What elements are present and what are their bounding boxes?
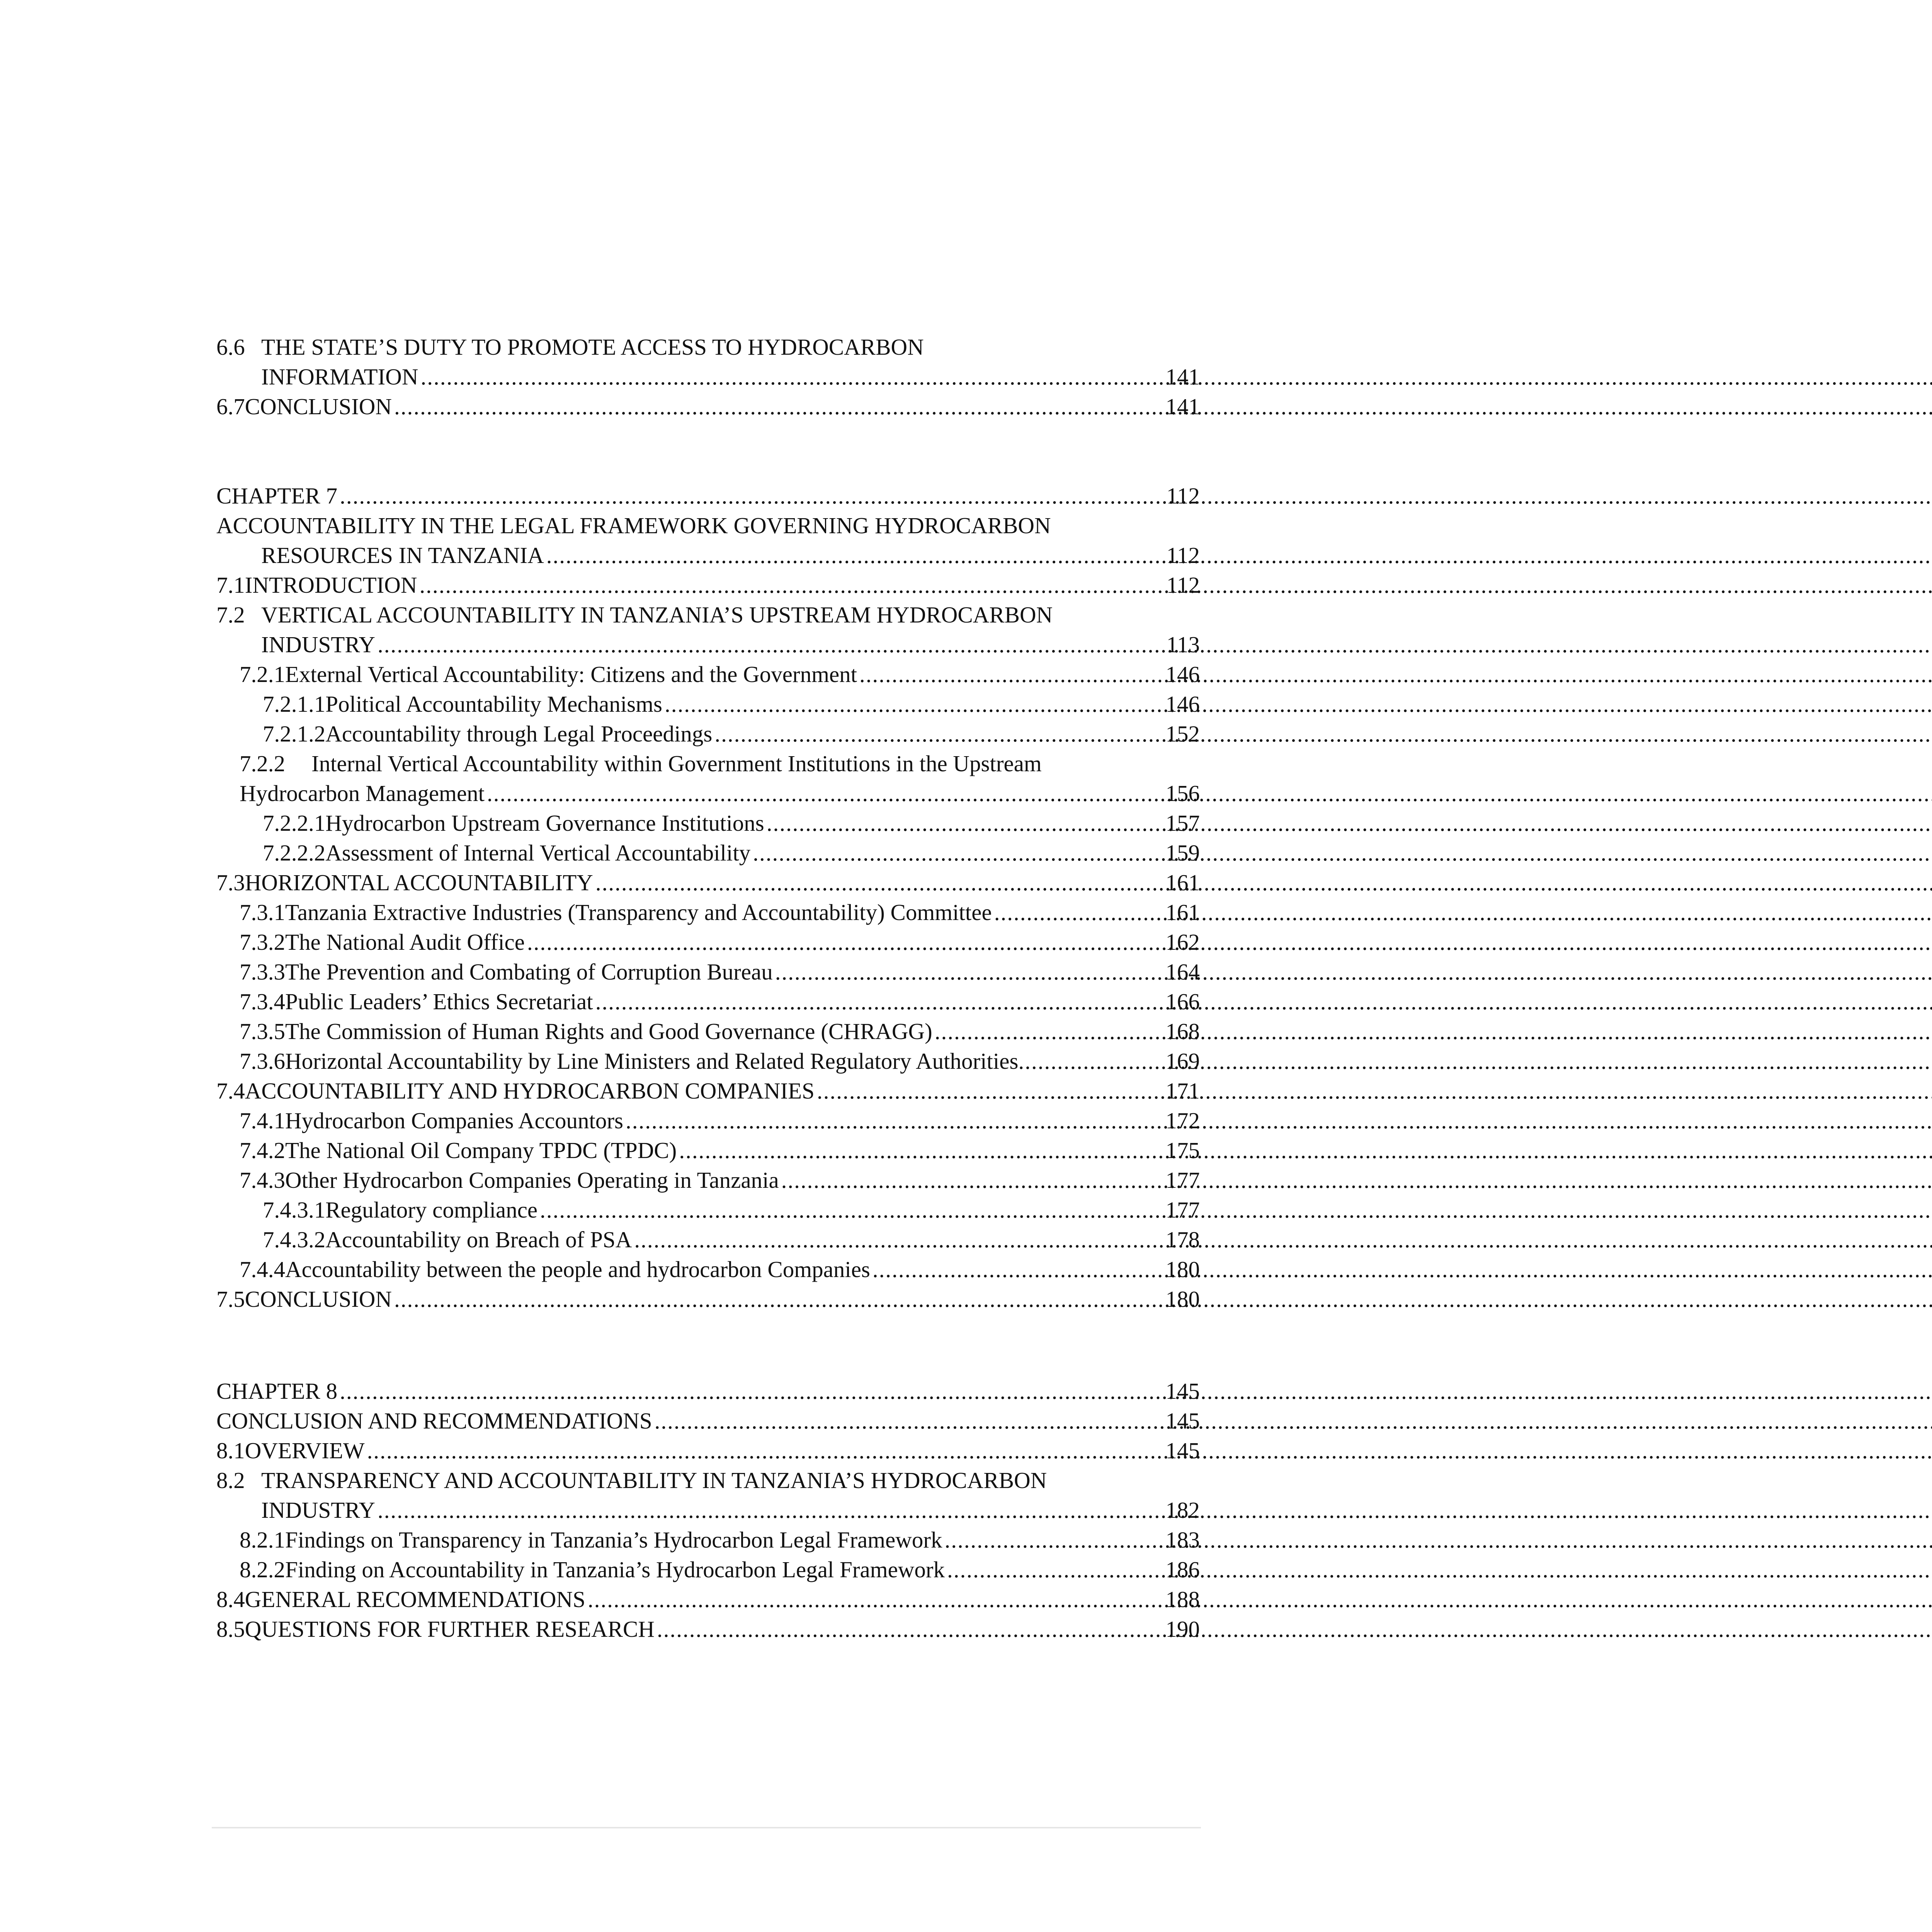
- dot-leader: [714, 719, 1159, 749]
- entry-title: Accountability through Legal Proceedings: [325, 721, 713, 747]
- entry-number: 7.2.2.1: [263, 810, 326, 836]
- toc-entry-8-2-1[interactable]: [216, 1525, 1200, 1555]
- entry-page: 169: [1165, 1048, 1200, 1074]
- toc-entry-7-4-3-2[interactable]: [216, 1225, 1200, 1255]
- dot-leader: [588, 1585, 1159, 1614]
- dot-leader: [419, 570, 1159, 600]
- dot-leader: [679, 1136, 1159, 1165]
- dot-leader: [767, 808, 1159, 838]
- dot-leader: [655, 1406, 1159, 1436]
- entry-title: Findings on Transparency in Tanzania’s Hydrocarbon Legal Framework: [285, 1527, 942, 1553]
- entry-number: 6.6: [216, 334, 245, 360]
- dot-leader: [546, 541, 1159, 570]
- entry-page: 178: [1165, 1227, 1200, 1252]
- dot-leader: [394, 1284, 1159, 1314]
- entry-title: ACCOUNTABILITY AND HYDROCARBON COMPANIES: [245, 1078, 815, 1104]
- entry-title: HORIZONTAL ACCOUNTABILITY: [245, 870, 593, 895]
- dot-leader: [340, 481, 1159, 511]
- entry-page: 156: [1165, 781, 1200, 806]
- entry-number: 7.3.5: [240, 1019, 285, 1044]
- entry-number: 7.2.1.2: [263, 721, 326, 747]
- dot-leader: [947, 1555, 1159, 1585]
- dot-leader: [994, 898, 1159, 927]
- entry-page: 171: [1165, 1078, 1200, 1104]
- dot-leader: [1018, 1046, 1165, 1076]
- toc-entry-8-2[interactable]: [216, 1466, 1200, 1525]
- entry-page: 141: [1165, 394, 1200, 419]
- toc-entry-7-3[interactable]: [216, 868, 1200, 898]
- toc-chapter7: [216, 481, 1200, 1314]
- entry-title: Accountability on Breach of PSA: [325, 1227, 632, 1252]
- dot-leader: [817, 1076, 1159, 1106]
- dot-leader: [775, 957, 1159, 987]
- dot-leader: [872, 1255, 1159, 1284]
- entry-title: External Vertical Accountability: Citizens and the Government: [285, 662, 857, 687]
- entry-number: 7.3.4: [240, 989, 285, 1014]
- entry-page: 113: [1166, 632, 1200, 657]
- entry-title: Other Hydrocarbon Companies Operating in Tanzania: [285, 1167, 779, 1193]
- entry-number: 7.3: [216, 870, 245, 895]
- toc-chapter6-tail: [216, 332, 1200, 422]
- entry-number: 7.4: [216, 1078, 245, 1104]
- toc-entry-7-2-1[interactable]: [216, 660, 1200, 689]
- entry-title-line2: INFORMATION: [261, 364, 418, 389]
- entry-number: 7.2.1: [240, 662, 285, 687]
- footer-divider: [212, 1827, 1201, 1828]
- toc-entry-7-2-2-2[interactable]: [216, 838, 1200, 868]
- entry-number: 7.3.2: [240, 929, 285, 955]
- chapter-heading: CONCLUSION AND RECOMMENDATIONS: [216, 1408, 652, 1434]
- entry-number: 7.3.3: [240, 959, 285, 985]
- entry-title-line2: Hydrocarbon Management: [240, 781, 485, 806]
- entry-page: 152: [1165, 721, 1200, 747]
- entry-title: The National Oil Company TPDC (TPDC): [285, 1138, 677, 1163]
- entry-page: 146: [1165, 662, 1200, 687]
- entry-title: Horizontal Accountability by Line Ministers and Related Regulatory Authorities: [285, 1048, 1019, 1074]
- entry-number: 8.1: [216, 1438, 245, 1463]
- toc-entry-7-3-2[interactable]: [216, 927, 1200, 957]
- entry-title: Tanzania Extractive Industries (Transparency and Accountability) Committee: [285, 900, 992, 925]
- toc-entry-8-4[interactable]: [216, 1585, 1200, 1614]
- entry-page: 177: [1165, 1197, 1200, 1223]
- dot-leader: [935, 1017, 1159, 1046]
- entry-page: 180: [1165, 1257, 1200, 1282]
- dot-leader: [626, 1106, 1159, 1136]
- entry-page: 161: [1165, 870, 1200, 895]
- toc-chapter7-label[interactable]: [216, 481, 1200, 511]
- toc-entry-7-2-2-1[interactable]: [216, 808, 1200, 838]
- toc-entry-8-5[interactable]: [216, 1614, 1200, 1644]
- toc-entry-7-4[interactable]: [216, 1076, 1200, 1106]
- toc-entry-7-1[interactable]: [216, 570, 1200, 600]
- chapter-label: CHAPTER 7: [216, 483, 338, 509]
- entry-number: 7.2.2.2: [263, 840, 326, 866]
- entry-page: 172: [1165, 1108, 1200, 1133]
- chapter-label: CHAPTER 8: [216, 1378, 338, 1404]
- chapter-heading-line2: RESOURCES IN TANZANIA: [261, 543, 544, 568]
- entry-page: 180: [1165, 1286, 1200, 1312]
- dot-leader: [527, 927, 1159, 957]
- dot-leader: [540, 1195, 1159, 1225]
- toc-entry-6-6[interactable]: [216, 332, 1200, 392]
- toc-entry-7-4-4[interactable]: [216, 1255, 1200, 1284]
- entry-number: 6.7: [216, 394, 245, 419]
- entry-title: Assessment of Internal Vertical Accountability: [325, 840, 751, 866]
- dot-leader: [634, 1225, 1159, 1255]
- toc-entry-7-2-1-2[interactable]: [216, 719, 1200, 749]
- chapter-heading-line1: ACCOUNTABILITY IN THE LEGAL FRAMEWORK GOVERNING HYDROCARBON: [216, 513, 1051, 538]
- entry-page: 159: [1165, 840, 1200, 866]
- entry-title: CONCLUSION: [245, 394, 392, 419]
- entry-title-line1: Internal Vertical Accountability within Government Institutions in the Upstream: [311, 751, 1042, 776]
- toc-entry-8-2-2[interactable]: [216, 1555, 1200, 1585]
- entry-title: Finding on Accountability in Tanzania’s Hydrocarbon Legal Framework: [285, 1557, 945, 1582]
- entry-number: 7.3.6: [240, 1048, 285, 1074]
- toc-entry-7-3-6[interactable]: [216, 1046, 1200, 1076]
- entry-number: 8.2.2: [240, 1557, 285, 1582]
- entry-page: 157: [1165, 810, 1200, 836]
- entry-number: 7.4.3.2: [263, 1227, 326, 1252]
- entry-number: 8.2: [216, 1468, 245, 1493]
- entry-number: 7.3.1: [240, 900, 285, 925]
- toc-entry-7-5[interactable]: [216, 1284, 1200, 1314]
- dot-leader: [657, 1614, 1159, 1644]
- toc-entry-7-3-1[interactable]: [216, 898, 1200, 927]
- dot-leader: [367, 1436, 1159, 1466]
- toc-entry-7-2-2[interactable]: [216, 749, 1200, 808]
- entry-page: 161: [1165, 900, 1200, 925]
- dot-leader: [753, 838, 1159, 868]
- dot-leader: [487, 779, 1159, 808]
- entry-page: 112: [1166, 483, 1200, 509]
- toc-chapter8: [216, 1376, 1200, 1644]
- entry-page: 146: [1165, 691, 1200, 717]
- toc-chapter8-label[interactable]: [216, 1376, 1200, 1406]
- entry-title: OVERVIEW: [245, 1438, 365, 1463]
- entry-number: 8.5: [216, 1616, 245, 1642]
- entry-page: 162: [1165, 929, 1200, 955]
- dot-leader: [859, 660, 1159, 689]
- entry-title: Hydrocarbon Upstream Governance Institutions: [325, 810, 764, 836]
- entry-number: 7.2: [216, 602, 245, 628]
- entry-title-line1: TRANSPARENCY AND ACCOUNTABILITY IN TANZANIA’S HYDROCARBON: [261, 1468, 1047, 1493]
- entry-page: 145: [1165, 1438, 1200, 1463]
- entry-page: 166: [1165, 989, 1200, 1014]
- dot-leader: [378, 630, 1159, 660]
- toc-entry-7-3-5[interactable]: [216, 1017, 1200, 1046]
- entry-title: Public Leaders’ Ethics Secretariat: [285, 989, 593, 1014]
- dot-leader: [595, 868, 1159, 898]
- toc-entry-7-4-3-1[interactable]: [216, 1195, 1200, 1225]
- entry-title: Political Accountability Mechanisms: [325, 691, 662, 717]
- entry-number: 7.4.1: [240, 1108, 285, 1133]
- entry-number: 7.2.2: [240, 751, 285, 776]
- entry-number: 8.4: [216, 1587, 245, 1612]
- entry-page: 188: [1165, 1587, 1200, 1612]
- entry-page: 182: [1165, 1497, 1200, 1523]
- entry-page: 164: [1165, 959, 1200, 985]
- entry-page: 168: [1165, 1019, 1200, 1044]
- dot-leader: [781, 1165, 1159, 1195]
- toc-chapter7-heading[interactable]: [216, 511, 1200, 570]
- toc-entry-7-4-3[interactable]: [216, 1165, 1200, 1195]
- entry-page: 175: [1165, 1138, 1200, 1163]
- dot-leader: [420, 362, 1159, 392]
- entry-number: 8.2.1: [240, 1527, 285, 1553]
- toc-entry-7-3-4[interactable]: [216, 987, 1200, 1017]
- dot-leader: [595, 987, 1159, 1017]
- entry-number: 7.4.2: [240, 1138, 285, 1163]
- entry-number: 7.4.4: [240, 1257, 285, 1282]
- entry-page: 190: [1165, 1616, 1200, 1642]
- entry-page: 112: [1166, 543, 1200, 568]
- entry-page: 145: [1165, 1378, 1200, 1404]
- entry-title-line2: INDUSTRY: [261, 1497, 376, 1523]
- dot-leader: [340, 1376, 1159, 1406]
- dot-leader: [665, 689, 1159, 719]
- toc-entry-7-4-1[interactable]: [216, 1106, 1200, 1136]
- entry-title-line1: THE STATE’S DUTY TO PROMOTE ACCESS TO HYDROCARBON: [261, 334, 924, 360]
- entry-title-line1: VERTICAL ACCOUNTABILITY IN TANZANIA’S UPSTREAM HYDROCARBON: [261, 602, 1053, 628]
- toc-entry-7-2-1-1[interactable]: [216, 689, 1200, 719]
- toc-entry-7-3-3[interactable]: [216, 957, 1200, 987]
- toc-entry-7-2[interactable]: [216, 600, 1200, 660]
- entry-page: 112: [1166, 572, 1200, 598]
- dot-leader: [945, 1525, 1159, 1555]
- entry-number: 7.4.3.1: [263, 1197, 326, 1223]
- entry-page: 183: [1165, 1527, 1200, 1553]
- entry-title: Regulatory compliance: [325, 1197, 538, 1223]
- entry-number: 7.5: [216, 1286, 245, 1312]
- entry-title: CONCLUSION: [245, 1286, 392, 1312]
- toc-chapter8-heading[interactable]: [216, 1406, 1200, 1436]
- entry-title: Accountability between the people and hydrocarbon Companies: [285, 1257, 870, 1282]
- entry-title-line2: INDUSTRY: [261, 632, 376, 657]
- toc-entry-8-1[interactable]: [216, 1436, 1200, 1466]
- entry-title: QUESTIONS FOR FURTHER RESEARCH: [245, 1616, 655, 1642]
- entry-page: 177: [1165, 1167, 1200, 1193]
- entry-page: 141: [1165, 364, 1200, 389]
- entry-number: 7.1: [216, 572, 245, 598]
- entry-title: GENERAL RECOMMENDATIONS: [245, 1587, 585, 1612]
- toc-entry-6-7[interactable]: [216, 392, 1200, 422]
- entry-title: The National Audit Office: [285, 929, 525, 955]
- entry-title: The Prevention and Combating of Corruption Bureau: [285, 959, 773, 985]
- entry-title: The Commission of Human Rights and Good Governance (CHRAGG): [285, 1019, 932, 1044]
- entry-title: INTRODUCTION: [245, 572, 417, 598]
- entry-number: 7.2.1.1: [263, 691, 326, 717]
- entry-number: 7.4.3: [240, 1167, 285, 1193]
- entry-title: Hydrocarbon Companies Accountors: [285, 1108, 623, 1133]
- entry-page: 186: [1165, 1557, 1200, 1582]
- dot-leader: [394, 392, 1159, 422]
- toc-entry-7-4-2[interactable]: [216, 1136, 1200, 1165]
- entry-page: 145: [1165, 1408, 1200, 1434]
- dot-leader: [378, 1495, 1159, 1525]
